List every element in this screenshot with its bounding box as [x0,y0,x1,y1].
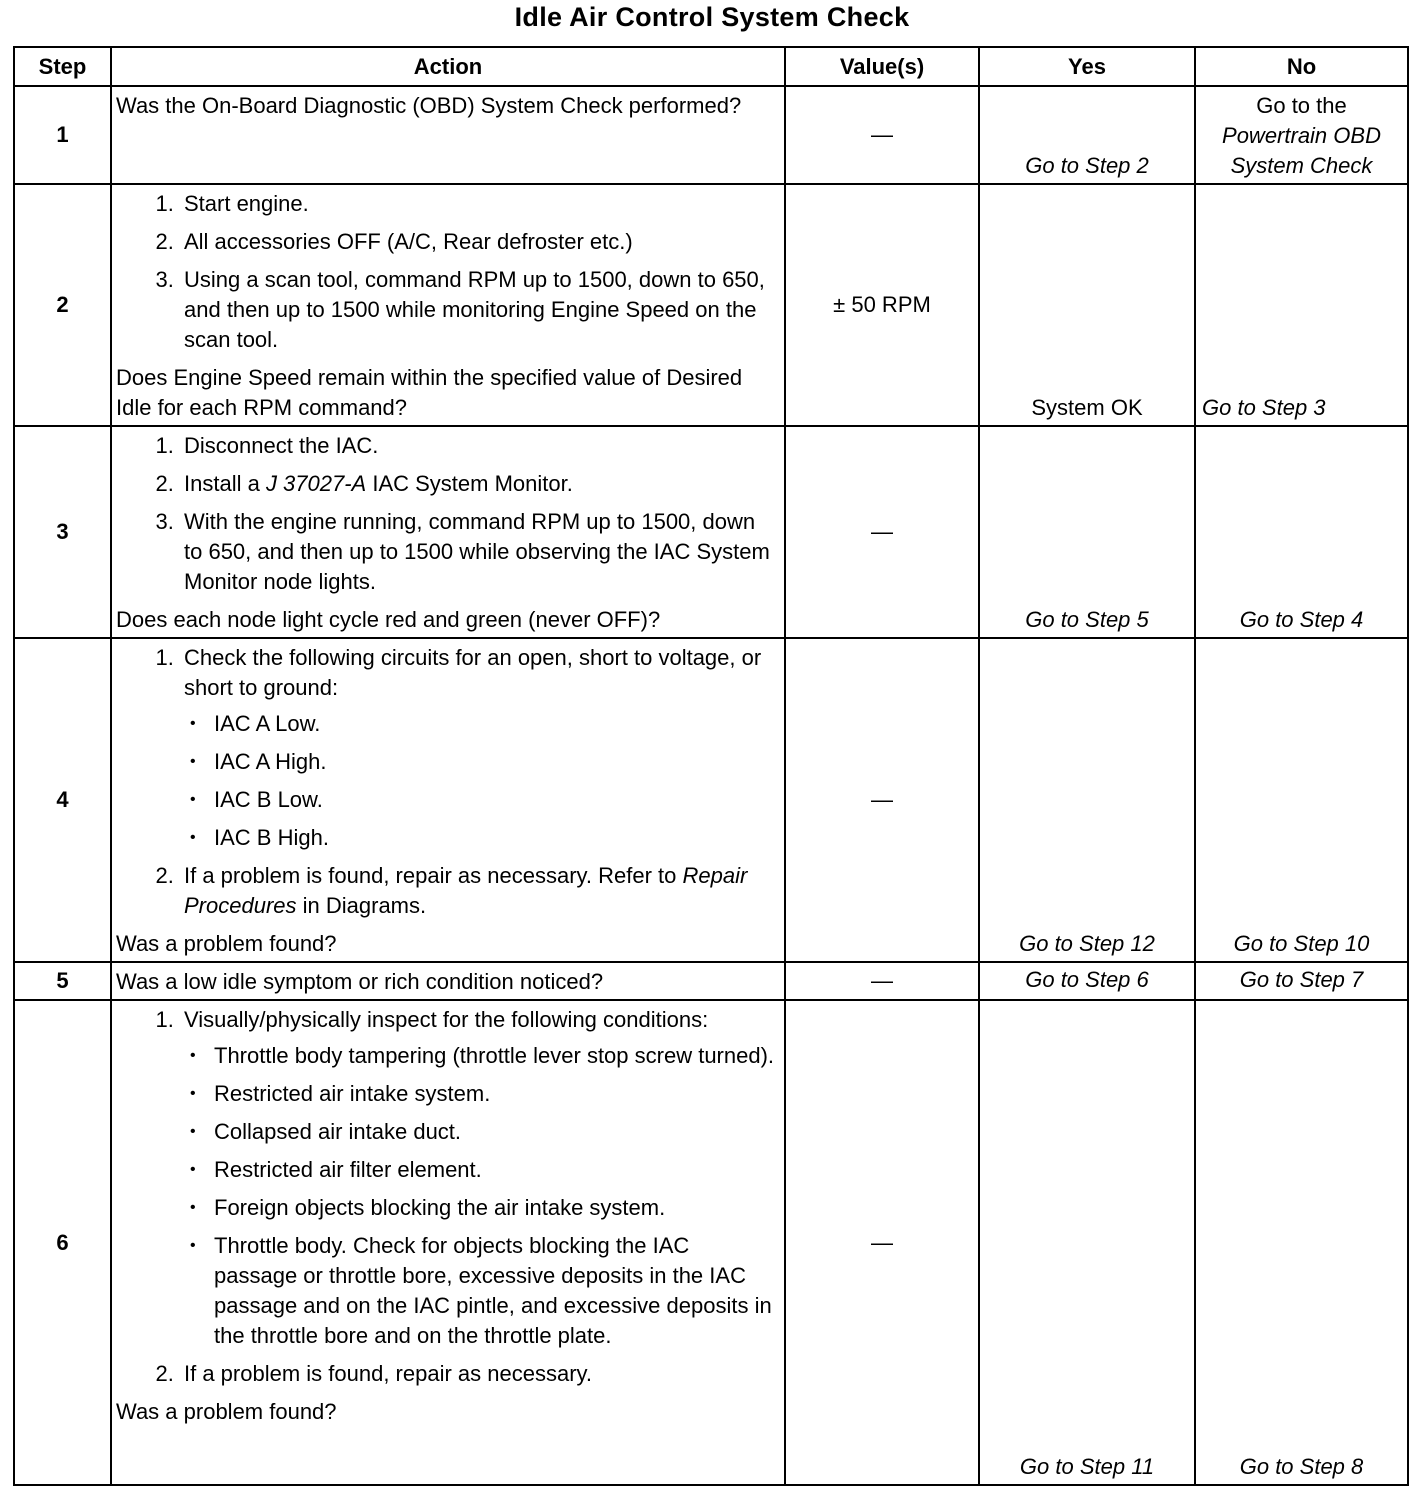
tool-reference: J 37027-A [265,471,367,496]
question-text: Does each node light cycle red and green (never OFF)? [116,607,661,632]
question-text: Was a problem found? [116,931,337,956]
header-no: No [1195,47,1408,86]
header-step: Step [14,47,111,86]
header-yes: Yes [979,47,1195,86]
action-cell [111,962,785,1000]
value-cell: — [785,86,979,184]
list-item: • IAC B Low. [214,785,778,815]
no-reference: Powertrain OBD System Check [1222,123,1381,178]
procedure-reference: Repair Procedures [184,863,748,918]
no-cell: Go to Step 8 [1195,1000,1408,1485]
step-number: 4 [14,638,111,962]
diagrams-reference: Diagrams. [325,893,427,918]
list-item: • Collapsed air intake duct. [214,1117,778,1147]
action-text: Check the following circuits for an open, short to voltage, or short to ground: [184,645,762,700]
no-cell [1195,86,1408,184]
yes-cell: Go to Step 6 [979,962,1195,1000]
list-item: • Throttle body tampering (throttle lever stop screw turned). [214,1041,778,1071]
condition-list [184,1041,778,1351]
yes-cell: Go to Step 5 [979,426,1195,638]
question-text: Was a problem found? [116,1399,337,1424]
yes-cell: Go to Step 11 [979,1000,1195,1485]
action-item: 1. Start engine. [180,189,778,219]
value-cell: — [785,426,979,638]
action-list [116,431,778,597]
table-row [14,962,1408,1000]
action-item [180,861,778,921]
step-number: 3 [14,426,111,638]
value-cell: — [785,1000,979,1485]
action-item [180,469,778,499]
action-cell [111,86,785,184]
no-text: Go to the [1256,93,1347,118]
action-item: 2. All accessories OFF (A/C, Rear defroster etc.) [180,227,778,257]
list-item: • IAC A High. [214,747,778,777]
action-text: in [296,893,326,918]
action-list [116,1005,778,1389]
list-item: • Restricted air intake system. [214,1079,778,1109]
question-text: Was the On-Board Diagnostic (OBD) System Check performed? [116,93,742,118]
no-cell: Go to Step 3 [1195,184,1408,426]
action-item: 3. Using a scan tool, command RPM up to 1500, down to 650, and then up to 1500 while monitoring Engine Speed on the scan tool. [180,265,778,355]
action-item: 1. Disconnect the IAC. [180,431,778,461]
action-item: 2. If a problem is found, repair as necessary. [180,1359,778,1389]
list-item: • IAC B High. [214,823,778,853]
yes-cell: Go to Step 12 [979,638,1195,962]
header-values: Value(s) [785,47,979,86]
table-row [14,184,1408,426]
action-cell [111,1000,785,1485]
step-number: 1 [14,86,111,184]
action-cell [111,184,785,426]
action-text: If a problem is found, repair as necessary. Refer to [184,863,683,888]
list-item: • Foreign objects blocking the air intake system. [214,1193,778,1223]
action-list [116,189,778,355]
question-text: Was a low idle symptom or rich condition noticed? [116,969,604,994]
question-text: Does Engine Speed remain within the specified value of Desired Idle for each RPM command? [116,365,743,420]
table-row [14,86,1408,184]
value-cell: — [785,638,979,962]
list-item: • Throttle body. Check for objects blocking the IAC passage or throttle bore, excessive deposits in the IAC passage and on the IAC pintle, and excessive deposits in the throttle bore and on the throttle plate. [214,1231,778,1351]
yes-cell: System OK [979,184,1195,426]
action-list [116,643,778,921]
action-cell [111,426,785,638]
table-row [14,1000,1408,1485]
no-cell: Go to Step 10 [1195,638,1408,962]
circuit-list [184,709,778,853]
action-text: IAC System Monitor. [366,471,573,496]
no-cell: Go to Step 4 [1195,426,1408,638]
no-cell: Go to Step 7 [1195,962,1408,1000]
list-item: • Restricted air filter element. [214,1155,778,1185]
header-action: Action [111,47,785,86]
step-number: 5 [14,962,111,1000]
action-text: Install a [184,471,266,496]
table-row [14,638,1408,962]
step-number: 6 [14,1000,111,1485]
action-item: 3. With the engine running, command RPM up to 1500, down to 650, and then up to 1500 while observing the IAC System Monitor node lights. [180,507,778,597]
header-row [14,47,1408,86]
action-text: Visually/physically inspect for the following conditions: [184,1007,709,1032]
action-cell [111,638,785,962]
yes-cell: Go to Step 2 [979,86,1195,184]
value-cell: — [785,962,979,1000]
list-item: • IAC A Low. [214,709,778,739]
action-item [180,1005,778,1351]
diagnostic-table [13,46,1409,1486]
step-number: 2 [14,184,111,426]
table-row [14,426,1408,638]
value-cell: ± 50 RPM [785,184,979,426]
page-title: Idle Air Control System Check [514,2,910,32]
action-item [180,643,778,853]
